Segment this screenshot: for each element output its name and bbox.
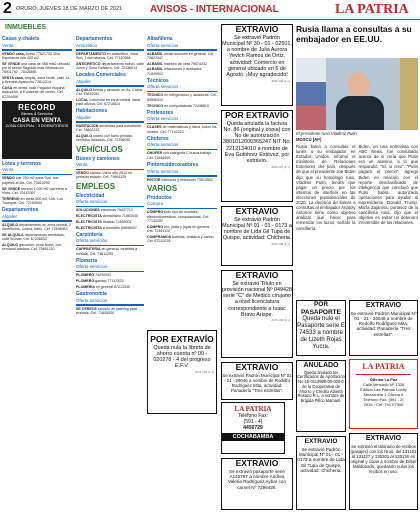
classified-ad [147,225,217,234]
category-rule [147,123,217,125]
notice-heading: EXTRAVIO [235,458,279,468]
ad-title: HABITACION [76,123,99,128]
record-logo-text: RECORD [18,102,56,112]
category-heading [76,259,144,270]
category-name: Albañilería [147,36,173,42]
category-name: Lotes y terrenos [2,160,41,167]
office-line: Mezzanine 1 Oficina 8 [363,392,404,397]
ad-title: SE VENDE [2,61,21,66]
classified-ad [147,104,217,108]
notice-heading: POR PASAPORTE [301,301,341,316]
notice-heading: EXTRAVIO [235,270,279,280]
classified-ad [2,233,72,242]
ad-body: comercial en zona central, ideal para oficina. Cel: 67218824 [76,97,140,107]
classifieds-section-title: INMUEBLES [5,24,47,31]
ad-body: a domicilio 69596437 [102,225,137,230]
category-heading [76,157,144,168]
ad-title: ELECTRICISTA [76,213,102,218]
classifieds-column-2 [76,34,144,510]
ad-title: COMPRO [147,224,164,229]
la-paz-office-box [349,359,418,429]
notice-body: Se extravió Padrón Municipal Nº 01 - 21 - 26046 a nombre de Rodolfo Rodríguez Mita, actividad: Panadería "Tres estrellas". [222,372,292,393]
notice-ref: ANT-148 (1 v) [271,241,290,246]
ad-title: TECNICO [147,93,164,98]
ad-body: con categoría C busca trabajo. Cel: 71846690 [147,151,213,160]
notice-heading: ANULADO [303,362,339,369]
lost-notice-box [221,110,293,202]
notice-heading: EXTRAVIO [304,438,338,445]
news-dateline: MOSCÚ (AP) [296,137,322,142]
category-heading [147,163,217,174]
ad-title: ALQUILO [2,222,19,227]
classified-ad [2,176,72,185]
ad-title: SE ALQUILA [2,232,24,237]
ad-body: titulado 72468001 [102,219,132,224]
category-qualifier: Compra [147,201,164,207]
ad-body: en refrigeración y lavadoras. Cel: 69596310 [147,93,217,102]
ad-body: en venta 500 m2, Urb. Los Tusequis. Cel: 72183944 [2,196,63,205]
ad-body: interiores y exteriores 73814502 [161,177,213,182]
category-qualifier: Anticrético [76,42,98,48]
category-name: Gastronomía [76,291,107,298]
category-qualifier: Venta [2,167,14,173]
notice-ref: ANT-149 (1 v) [271,318,290,323]
category-rule [147,149,217,151]
category-heading [147,79,217,90]
notice-body: Se extravió Padrón Municipal Nº 01 - 01 - 0173 a nombre de Lida Gil Tupa de Quispe, actividad: Chicheria. [222,216,292,242]
category-heading [147,111,217,122]
category-qualifier: Venta [2,42,14,48]
classified-ad [76,62,144,71]
classified-ad [147,52,217,61]
lost-notice-box [296,360,346,432]
classified-ad [76,226,144,230]
ad-title: LOCAL [76,97,89,102]
record-advertisement [2,101,72,159]
ad-body: domiciliario 71863940 [102,213,138,218]
classified-ad [76,273,144,277]
ad-title: COMPRO [147,210,164,215]
category-qualifier: Oferta servicios [147,142,179,148]
classified-ad [147,151,217,160]
category-name: Choferes [147,135,169,142]
ad-title: SE OFRECE [76,306,97,311]
office-line: Oficina La Paz [369,377,398,382]
ad-title: PLOMERO [76,279,95,284]
classified-ad [2,187,72,196]
classified-ad [76,98,144,107]
ad-title: ALQUILO [2,242,19,247]
article-column: Rusia llamó a consultas el lunes a su embajador en Estados Unidos, informó el ministerio de Relaciones Exteriores del país, después de que el presidente Joe Biden dijo que su homólogo ruso, Vladimir Putin, tendrá que pagar un precio por los intentos de interferir en las elecciones presidenciales de 2020. La decisión de llamar a consultas al embajador Anatoly Antonov tiene como objetivo analizar qué hacer para remendar los lazos, señaló la cancillería. [296,144,356,231]
category-rule [147,175,217,177]
ad-title: ALBAÑIL [147,67,163,72]
ad-title: ANTICRETICO [76,61,101,66]
ad-title: ALBAÑIL [147,61,163,66]
ad-body: departamento nuevo, calle Junín y Soria Galvarro. Cel: 72436614 [76,61,144,70]
ad-body: servicio de catering para eventos. Cel: 71845530 [76,306,137,316]
classified-ad [76,285,144,289]
lost-notice-box [221,270,293,358]
ad-title: ELECTRICISTA [76,219,102,224]
passport-notice-box [296,300,346,356]
ad-body: tienda y almacén en Av. Cívica. Cel: 73810042 [76,87,143,96]
ad-title: PLOMERO [76,273,95,278]
notice-heading: EXTRAVIO [365,302,402,309]
article-column: Biden, en una entrevista con ABC News, fue consultado acerca de si creía que Putin era un asesino, a lo que respondió: "Sí, lo creo". "Putin pagará el precio", agregó Biden en relación con el reporte desclasificado de inteligencia que concluyó que Putin había autorizado operaciones para ayudar al expresidente Donald Trump. María Zajárova, portavoz de la cancillería rusa, dijo que el objetivo es evitar un deterioro irreversible de las relaciones. [358,144,418,226]
notice-ref: ANT-154 (1 v) [195,369,214,374]
category-rule [76,304,144,306]
category-rule [147,49,217,51]
ad-body: en general 67213340 [95,285,130,290]
office-line: Edificio Las Palmas Lobby [360,387,407,392]
ad-body: departamento en zona central, 2 dormitorios, cocina, baño. Cel: 72458963 [2,222,71,232]
ad-title: ALBAÑIL [147,51,163,56]
classified-ad [76,220,144,224]
category-qualifier: Oferta servicios [147,42,179,48]
category-rule [2,49,72,51]
ad-body: departamento amoblado, calle Bolívar. Cel: 67206633 [2,232,65,242]
photo-caption: El presidente ruso Vladimir Putin. [296,131,358,136]
notice-heading: POR EXTRAVÍO [225,110,289,120]
category-rule [147,91,217,93]
category-name: Pintores/decoradores [147,162,199,169]
page-header [0,0,420,20]
category-heading [2,208,72,219]
category-name: Habitaciones [76,108,108,115]
category-qualifier: Oferta servicios [76,264,108,270]
category-qualifier: Oferta servicios [76,238,108,244]
notice-body: Se extravió Padrón Municipal Nº 30 - 01 - 02501, a nombre de Julia Aurora Yevich Ramos de Ortiz, actividad: Comercio en general ubicado en 6 de Agosto. ¡Muy agradecido! [222,34,292,79]
category-heading [76,37,144,48]
lost-notice-box [147,330,217,414]
ad-body: refacciones y acabados 71849902 [147,67,202,76]
category-rule [76,85,144,87]
lost-notice-box [221,24,293,106]
category-heading [147,137,217,148]
ad-body: camión Volvo año 2012 en perfecto estado. Cel: 71864120 [76,171,133,180]
cochabamba-phone-label: Teléfono Fax: [237,413,269,419]
classified-ad [147,235,217,244]
cochabamba-area-code: (591 - 4) [243,419,263,425]
cochabamba-label: COCHABAMBA [222,433,284,441]
ad-title: TERRENO [2,196,20,201]
ad-body: lote 250 m2 zona Sud, con papeles al día. Cel: 73810292 [2,176,59,185]
record-detail: ZONA CENTRAL · 3 DORMITORIOS [5,123,69,128]
category-heading [76,194,144,205]
ad-title: VENDO [76,171,89,176]
ad-body: en computadoras 72438810 [164,103,209,108]
category-qualifier: Oferta servicios [76,297,108,303]
ad-title: TECNICO [147,103,164,108]
category-name: Productos [147,194,172,201]
notice-ref: ANT-147 (1 v) [271,164,290,169]
ad-body: gasista 77147823 [95,279,124,284]
ad-body: todo tipo de muebles, electrodomésticos, computadoras. Cel: 77130052 [147,210,210,223]
classified-ad [76,279,144,283]
classified-ad [76,88,144,97]
category-rule [76,245,144,247]
lost-notice-box [349,433,418,510]
notice-ref: ANT-146 (1 v) [271,78,290,83]
classified-ad [2,62,72,75]
flag-graphic [400,58,418,130]
news-photo [296,58,418,130]
notice-heading: EXTRAVIO [235,206,279,216]
category-name: Departamentos [2,207,39,214]
classifieds-column-1 [2,34,72,510]
ad-title: ALQUILO [76,133,93,138]
ad-body: en venta, calle Pagador esquina Ayacucho, a 8 cuadras del centro. Cel: 67204456 [2,86,65,99]
category-name: Plomería [76,257,98,264]
ad-title: VENTA casa, [2,75,24,80]
office-line: 2916 · Cel: 791 07900 [363,402,404,407]
classified-ad [147,210,217,223]
notice-body: Se extravió Título en provisión nacional Nº 049428 serie "C" de Médico cirujano a nivel licenciatura correspondiente a Isaac Bravo Arispe. [222,280,292,318]
classified-ad [2,86,72,99]
ad-body: en general, muebles a medida. Cel: 73812295 [76,247,138,256]
category-rule [147,208,217,210]
lost-notice-box [296,436,346,510]
notice-heading: EXTRAVÍO [365,435,402,442]
record-offer: CASA EN VENTA [12,117,62,124]
ad-title: PLOMERIA [76,285,95,290]
ad-title: COMPRAMOS [147,234,172,239]
category-heading [76,73,144,84]
classified-ad [76,124,144,133]
office-line: Teléfono Fax: (591 - 2) [363,397,404,402]
category-heading [2,162,72,173]
cochabamba-office-box [221,402,285,454]
category-heading [76,292,144,303]
category-heading [76,109,144,120]
classified-ad [76,171,144,180]
ad-body: amoblada para estudiante. Cel: 78802233 [76,123,142,133]
classified-ad [147,178,217,182]
notice-body: Se extravió Padrón Municipal Nº 01 - 01 - 0173 a nombre de Lida Gil Tupa de Quispe, actividad: Chicheria. [297,446,345,474]
category-name: Departamentos [76,36,113,42]
ad-title: CARPINTERIA [76,247,101,252]
office-brand: LA PATRIA [350,360,417,372]
lost-notice-box [349,300,418,356]
category-name: Buses y camiones [76,155,120,162]
ad-title: PINTOR [147,177,161,182]
ad-title: ALQUILO [76,87,93,92]
notice-body: Queda nulo el Pasaporte serie E 74533 a nombre de Lizeth Rojas Yucra. [297,316,345,350]
category-qualifier: Alquiler [76,114,92,120]
notice-heading: EXTRAVIO [235,24,279,34]
classifieds-column-3 [147,34,217,510]
classified-ad [76,134,144,143]
section-title: AVISOS - INTERNACIONAL [150,4,279,15]
category-rule [76,169,144,171]
classified-ad [76,208,144,212]
record-tagline: Bienes & Servicios [21,111,53,116]
lost-notice-box [221,458,293,510]
classified-ad [2,223,72,232]
dateline: ORURO, JUEVES 18 DE MARZO DE 2021 [16,6,123,12]
lost-notice-box [221,206,293,266]
category-name: Técnicos [147,77,169,84]
category-rule [76,271,144,273]
ad-title: SOLUCIONES [76,208,100,213]
notice-body: Se extravió Padrón Municipal Nº 01 - 21 - 26046 a nombre de Rodolfo Rodríguez Mita, actividad: Panadería "Tres estrellas". [350,310,417,337]
category-name: Casas y chalets [2,36,40,42]
newspaper-brand: LA PATRIA [335,2,409,17]
category-qualifier: Venta [76,162,88,168]
classified-ad [76,214,144,218]
classified-ad [147,67,217,76]
ad-body: garzonier, zona Norte, con servicios básicos. Cel: 79481210 [2,242,62,252]
category-name: Locales Comerciales [76,72,126,79]
classified-ad [76,247,144,256]
ad-body: oro, plata y joyas en general. Cel: 72461120 [147,224,211,234]
ad-title: CASA [2,86,13,91]
ad-body: cuarto con baño privado, servicios incluidos. Cel: 72156092 [76,133,133,143]
category-rule [76,49,144,51]
ad-title: VENDO [2,176,15,181]
ad-title: ELECTRICISTA [76,225,102,230]
news-article [296,144,418,294]
vehicles-section-title: VEHÍCULOS [76,144,123,154]
category-qualifier: Oferta servicios [147,116,179,122]
ad-body: botellas, chatarra y cartón. Cel: 67212078 [147,234,215,244]
news-headline: Rusia llama a consultas a su embajador en EE.UU. [296,24,412,44]
person-figure [336,72,384,130]
notice-body: Queda anulada la factura No. 86 (original y copia) con No de autorización 3801012000365247 NIT No. 2212134010 a nombre de Eva Gutiérrez Estévez, por extravío. [223,120,291,165]
category-rule [2,220,72,222]
ad-body: 74290002 [95,273,112,278]
ad-body: terreno 1.000 m2 carretera a Vinto. Cel: 76143367 [2,186,67,195]
category-heading [147,196,217,207]
ad-body: maestro de obra 79874432 [163,61,207,66]
ad-body: Acero 77621700 Villa Esperanza con 400 m2. [2,51,60,60]
classified-ad [2,52,72,61]
classified-ad [2,197,72,206]
category-qualifier: Oferta servicios [76,199,108,205]
news-headline-block [296,24,418,44]
cochabamba-phone-number: 4450729 [243,425,263,431]
ad-body: amplia, zona Norte, calle 14 y Avenida Ayacucho 73812314. [2,75,70,85]
category-heading [76,233,144,244]
classified-ad [2,76,72,85]
cochabamba-brand: LA PATRIA [234,405,272,413]
category-name: Profesores [147,109,174,116]
ad-title: CHOFER [147,151,163,156]
jobs-section-title: EMPLEOS [76,181,116,191]
ad-body: una casa de 458 mts2 ubicado por el sector Sagrado mas información 78911782 - 78428851 [2,61,71,75]
ad-title: SE VENDE [2,186,21,191]
ad-body: eléctricas 75437712 [100,208,133,213]
misc-section-title: VARIOS [147,183,178,193]
category-name: Electricidad [76,192,105,199]
ad-body: en anticrético, zona Sud, 3 dormitorios. Cel: 77140988 [76,51,138,60]
office-line: Calle Mercado Nº 1328 [362,382,405,387]
classified-ad [2,243,72,252]
notice-body: Queda anulado los Certificados de Aportación No 15-0113998-00-000-0 de la Cooperativa de Ahorro y Crédito Abierta Rosario R.L. a nombre de Brígida Pillco Mamani. [297,369,345,404]
category-qualifier: Alquiler [76,78,92,84]
category-qualifier: Oferta servicios [147,84,179,90]
notice-body: Queda nula la libreta de ahorro cuenta nº 00 - 020278 - 4 del progreso E.F.V. [153,344,211,370]
notice-heading: POR EXTRAVÍO [150,334,214,344]
classified-ad [147,62,217,66]
ad-title: DEPARTAMENTO [76,51,106,56]
ad-body: construcciones en general. Cel: 73822047 [147,51,215,60]
classified-ad [147,93,217,102]
notice-body: Se extravió el talonario de recibos (pasajes) con los Nros. del 131101 al 131127 y 135201 al 135150 en original y copia a nombre de Dilser Maldonado, quedando nulos los recibos en uso. [350,443,417,474]
category-heading [147,37,217,48]
category-rule [76,206,144,208]
classified-ad [147,125,217,134]
ad-title: CLASES [147,125,162,130]
category-qualifier: Oferta servicios [147,168,179,174]
category-qualifier: Alquiler [2,213,18,219]
ad-body: de matemáticas y física, todos los niveles. Cel: 77142210 [147,125,217,134]
page-number: 2 [3,0,12,17]
ad-title: VENDO casa, [2,51,25,56]
category-name: Carpintería [76,231,103,238]
category-heading [2,37,72,48]
notice-heading: EXTRAVIO [235,362,279,372]
classified-ad [76,52,144,61]
notice-body: Se extravió pasaporte serie A145767 a nombre Andrea Valeria Rodríguez Aybar con carnet Nº 7296426. [227,468,287,490]
category-rule [76,121,144,123]
category-rule [2,174,72,176]
lost-notice-box [221,362,293,400]
classified-ad [76,307,144,316]
flag-graphic [296,58,326,130]
